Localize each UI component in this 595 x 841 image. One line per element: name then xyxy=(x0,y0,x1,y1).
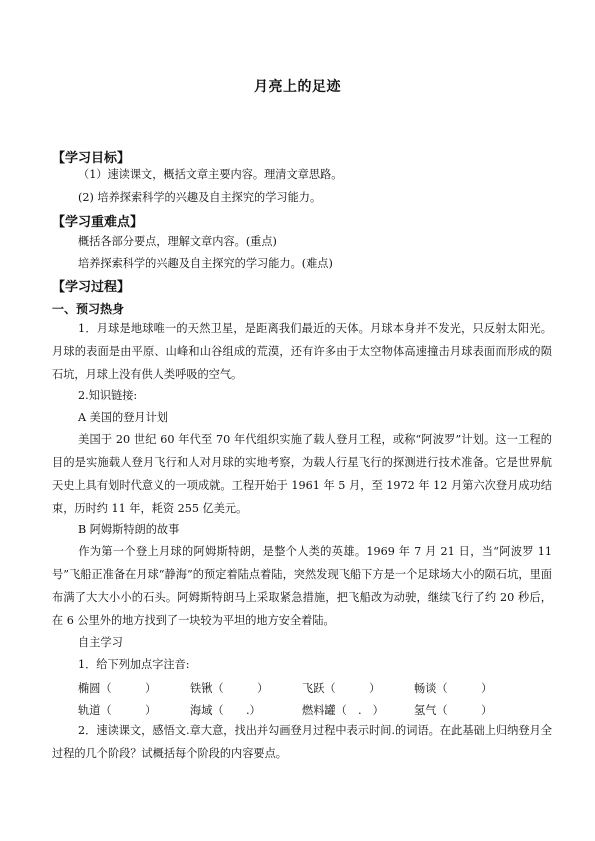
paragraph-moon-intro xyxy=(52,317,552,386)
objective-item-2: (2) 培养探索科学的兴趣及自主探究的学习能力。 xyxy=(78,191,322,204)
paragraph-armstrong xyxy=(52,540,552,632)
pinyin-blank[interactable]: 氢气（ ） xyxy=(414,704,493,717)
objectives-heading: 【学习目标】 xyxy=(52,151,131,166)
section-a-title: A 美国的登月计划 xyxy=(78,411,168,424)
question-1: 1．给下列加点字注音: xyxy=(78,658,190,671)
pinyin-blank[interactable]: 椭圆（ ） xyxy=(78,682,157,695)
keypoint-item-1: 概括各部分要点，理解文章内容。(重点) xyxy=(78,235,277,248)
pinyin-row-1 xyxy=(78,680,526,696)
keypoints-heading: 【学习重难点】 xyxy=(52,215,144,230)
paragraph-armstrong-text: 作为第一个登上月球的阿姆斯特朗，是整个人类的英雄。1969 年 7 月 21 日，当“阿波罗 11 号”飞船正准备在月球“静海”的预定着陆点着陆，突然发现飞船下方是一个足球场大小的陨石坑，里面布满了大大小小的石头。阿姆斯特朗马上采取紧急措施，把飞船改为动驶，继续飞行了约 20 秒后，在 6 公里外的地方找到了一块较为平坦的地方安全着陆。 xyxy=(52,545,552,627)
paragraph-apollo-program xyxy=(52,428,552,520)
knowledge-link-label: 2.知识链接: xyxy=(78,389,138,402)
pinyin-blank[interactable]: 海域（ .） xyxy=(190,704,261,717)
section-b-title: B 阿姆斯特朗的故事 xyxy=(78,523,180,536)
pinyin-row-2 xyxy=(78,702,526,718)
page-title: 月亮上的足迹 xyxy=(254,79,341,95)
objective-item-1: （1）速读课文，概括文章主要内容。理清文章思路。 xyxy=(78,168,343,181)
paragraph-apollo-program-text: 美国于 20 世纪 60 年代至 70 年代组织实施了载人登月工程，或称“阿波罗”计划。这一工程的目的是实施载人登月飞行和人对月球的实地考察，为载人行星飞行的探测进行技术准备。它是世界航天史上具有划时代意义的一项成就。工程开始于 1961 年 5 月，至 1972 年 12 月第六次登月成功结束，历时约 11 年，耗资 255 亿美元。 xyxy=(52,433,552,515)
keypoint-item-2: 培养探索科学的兴趣及自主探究的学习能力。(难点) xyxy=(78,257,333,270)
question-2 xyxy=(52,719,552,765)
pinyin-blank[interactable]: 轨道（ ） xyxy=(78,704,157,717)
section-warmup-heading: 一、预习热身 xyxy=(52,302,125,316)
question-2-text: 2．速读课文，感悟文.章大意，找出并勾画登月过程中表示时间.的词语。在此基础上归纳登月全过程的几个阶段？试概括每个阶段的内容要点。 xyxy=(52,724,552,760)
pinyin-blank[interactable]: 铁锹（ ） xyxy=(190,682,269,695)
process-heading: 【学习过程】 xyxy=(52,280,131,295)
pinyin-blank[interactable]: 飞跃（ ） xyxy=(302,682,381,695)
self-study-label: 自主学习 xyxy=(78,636,123,649)
paragraph-moon-intro-text: 1．月球是地球唯一的天然卫星，是距离我们最近的天体。月球本身并不发光，只反射太阳光。月球的表面是由平原、山峰和山谷组成的荒漠，还有许多由于太空物体高速撞击月球表面而形成的陨石坑，月球上没有供人类呼吸的空气。 xyxy=(52,322,552,381)
pinyin-blank[interactable]: 畅谈（ ） xyxy=(414,682,493,695)
pinyin-blank[interactable]: 燃料罐（ . ） xyxy=(302,704,384,717)
